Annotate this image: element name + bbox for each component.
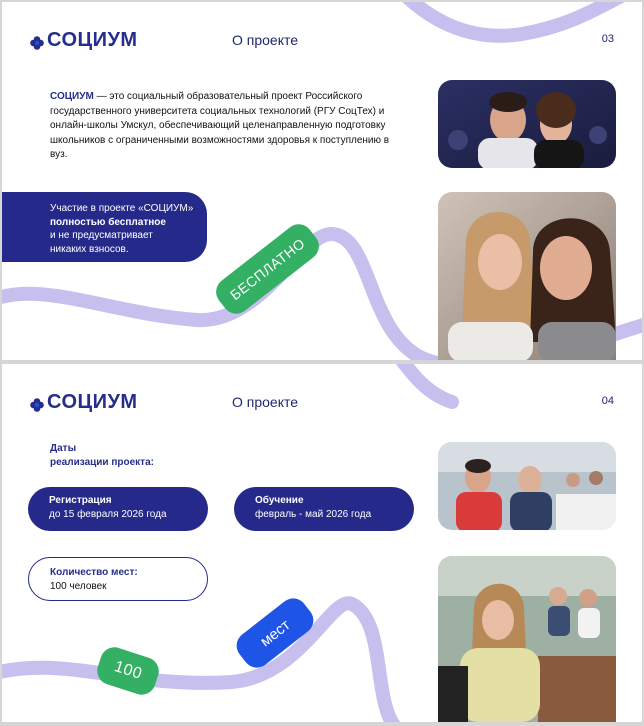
slide-03	[2, 2, 642, 360]
socium-logo	[30, 392, 138, 412]
training-label: Обучение	[255, 495, 304, 506]
flower-logo-icon	[30, 395, 44, 409]
logo-text: СОЦИУМ	[47, 391, 138, 413]
registration-label: Регистрация	[49, 495, 112, 506]
photo-audience	[438, 80, 616, 168]
socium-logo	[30, 30, 138, 50]
seats-card	[28, 557, 208, 601]
brand-name: СОЦИУМ	[50, 91, 94, 102]
free-badge: БЕСПЛАТНО	[210, 219, 324, 320]
seats-label: Количество мест:	[50, 567, 138, 578]
logo-text: СОЦИУМ	[47, 29, 138, 51]
dates-line-1: Даты	[50, 443, 77, 454]
free-line-1: Участие в проекте «СОЦИУМ»	[50, 203, 194, 214]
registration-card	[28, 487, 208, 531]
dates-heading	[50, 442, 154, 470]
training-card	[234, 487, 414, 531]
slide-04	[2, 364, 642, 722]
flower-logo-icon	[30, 33, 44, 47]
places-badge: мест	[231, 593, 319, 673]
dates-line-2: реализации проекта:	[50, 457, 154, 468]
training-value: февраль - май 2026 года	[255, 509, 372, 520]
registration-value: до 15 февраля 2026 года	[49, 509, 167, 520]
photo-classroom	[438, 556, 616, 722]
free-line-2: полностью бесплатное	[50, 216, 166, 228]
project-description	[50, 90, 400, 163]
page-number: 03	[601, 33, 614, 45]
page-title: О проекте	[232, 32, 299, 48]
description-text: — это социальный образовательный проект Российского государственного университета социальных технологий (РГУ СоцТех) и онлайн-школы Умскул, обеспечивающий целенаправленную подготовку школьников с ограниченными возможностями здоровья к поступлению в вуз.	[50, 91, 390, 160]
photo-workshop	[438, 442, 616, 530]
free-line-3: и не предусматривает	[50, 230, 153, 241]
page-number: 04	[601, 395, 614, 407]
seats-value: 100 человек	[50, 581, 107, 592]
free-participation-box	[2, 192, 207, 262]
hundred-badge: 100	[94, 644, 163, 699]
photo-two-girls	[438, 192, 616, 360]
page-title: О проекте	[232, 394, 299, 410]
free-line-4: никаких взносов.	[50, 243, 129, 255]
